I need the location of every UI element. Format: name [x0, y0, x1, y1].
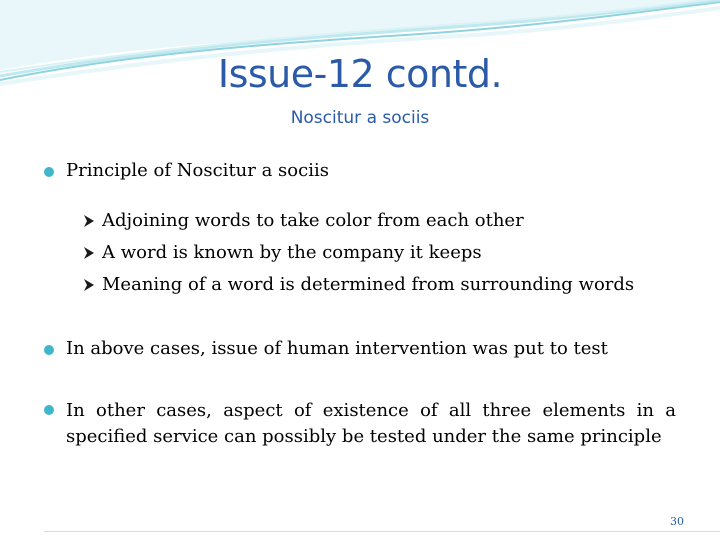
sub-bullet-text: Adjoining words to take color from each other	[102, 210, 524, 231]
arrowhead-right-icon	[82, 214, 96, 228]
sub-bullet-item	[82, 242, 482, 263]
sub-bullet-text: Meaning of a word is determined from surrounding words	[102, 274, 635, 295]
bullet-icon	[44, 167, 54, 177]
footer-divider	[44, 531, 720, 532]
sub-bullet-text: A word is known by the company it keeps	[102, 242, 482, 263]
bullet-paragraph	[66, 398, 676, 450]
bullet-text-line-2: specified service can possibly be tested under the same principle	[66, 426, 662, 447]
arrowhead-right-icon	[82, 278, 96, 292]
sub-bullet-item	[82, 274, 634, 295]
page-number: 30	[670, 515, 684, 528]
bullet-icon	[44, 405, 54, 415]
bullet-item	[44, 338, 608, 359]
slide-title: Issue-12 contd.	[217, 52, 503, 96]
bullet-text-line-1: In other cases, aspect of existence of all three elements in a	[66, 400, 676, 421]
bullet-item	[44, 160, 329, 181]
slide-subtitle: Noscitur a sociis	[290, 108, 430, 128]
bullet-text: Principle of Noscitur a sociis	[66, 160, 329, 181]
bullet-icon	[44, 345, 54, 355]
bullet-item	[44, 398, 676, 450]
arrowhead-right-icon	[82, 246, 96, 260]
bullet-text: In above cases, issue of human intervention was put to test	[66, 338, 608, 359]
sub-bullet-item	[82, 210, 524, 231]
